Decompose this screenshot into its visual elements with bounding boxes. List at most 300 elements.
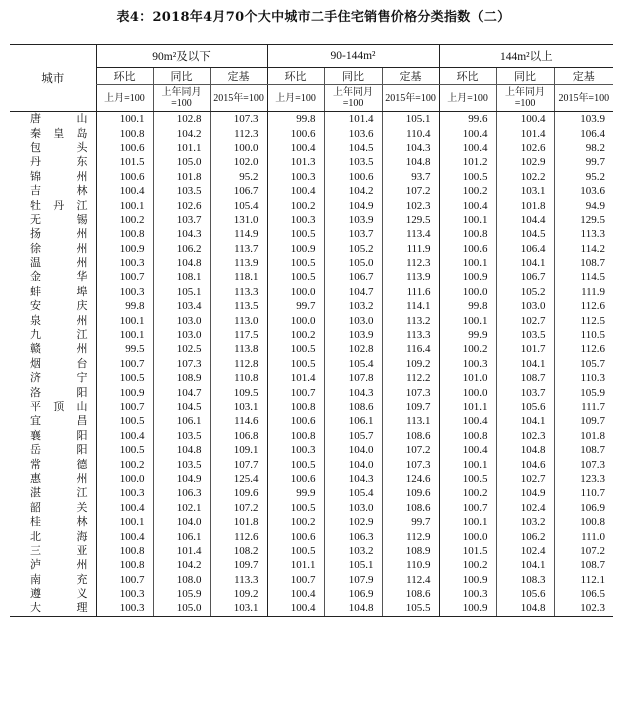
index-value: 100.3 xyxy=(267,170,324,184)
index-value: 100.5 xyxy=(96,371,153,385)
city-name: 常德 xyxy=(30,457,88,471)
index-value: 102.2 xyxy=(496,170,554,184)
index-value: 95.2 xyxy=(554,170,613,184)
index-value: 118.1 xyxy=(210,270,267,284)
index-value: 103.1 xyxy=(210,400,267,414)
index-value: 108.0 xyxy=(153,573,210,587)
table-row xyxy=(10,501,613,515)
index-value: 113.1 xyxy=(382,414,439,428)
metric-header: 同比 xyxy=(496,68,554,85)
index-value: 112.2 xyxy=(382,371,439,385)
index-value: 106.4 xyxy=(496,242,554,256)
metric-header: 定基 xyxy=(382,68,439,85)
index-value: 113.5 xyxy=(210,299,267,313)
table-row xyxy=(10,313,613,327)
index-value: 100.4 xyxy=(439,443,496,457)
index-value: 100.9 xyxy=(439,601,496,616)
index-value: 109.6 xyxy=(210,486,267,500)
city-name: 南充 xyxy=(30,572,88,586)
base-header: 2015年=100 xyxy=(210,85,267,112)
metric-header-row xyxy=(10,68,613,85)
index-value: 100.7 xyxy=(96,357,153,371)
index-value: 104.0 xyxy=(153,515,210,529)
index-value: 100.4 xyxy=(439,141,496,155)
index-value: 100.1 xyxy=(96,313,153,327)
index-value: 103.7 xyxy=(496,385,554,399)
index-value: 100.0 xyxy=(439,285,496,299)
index-value: 113.9 xyxy=(210,256,267,270)
index-value: 100.9 xyxy=(96,242,153,256)
index-value: 104.9 xyxy=(153,472,210,486)
index-value: 101.7 xyxy=(496,342,554,356)
table-row xyxy=(10,342,613,356)
index-value: 103.0 xyxy=(496,299,554,313)
index-value: 100.5 xyxy=(267,227,324,241)
base-header: 上年同月=100 xyxy=(496,85,554,112)
index-value: 104.9 xyxy=(496,486,554,500)
index-value: 110.3 xyxy=(554,371,613,385)
city-name: 赣州 xyxy=(30,342,88,356)
index-value: 105.4 xyxy=(324,357,382,371)
index-value: 99.8 xyxy=(267,112,324,127)
index-value: 108.7 xyxy=(554,443,613,457)
index-value: 109.7 xyxy=(210,558,267,572)
index-value: 100.5 xyxy=(267,256,324,270)
table-row xyxy=(10,328,613,342)
index-value: 107.2 xyxy=(382,443,439,457)
city-name: 九江 xyxy=(30,328,88,342)
index-value: 102.5 xyxy=(153,342,210,356)
table-row xyxy=(10,126,613,140)
table-row xyxy=(10,270,613,284)
index-value: 100.1 xyxy=(96,328,153,342)
index-value: 101.8 xyxy=(496,198,554,212)
index-value: 109.7 xyxy=(382,400,439,414)
table-body xyxy=(10,112,613,617)
index-value: 107.8 xyxy=(324,371,382,385)
index-value: 100.5 xyxy=(96,443,153,457)
index-value: 100.2 xyxy=(439,184,496,198)
index-value: 100.8 xyxy=(267,429,324,443)
index-value: 100.1 xyxy=(439,313,496,327)
index-value: 99.6 xyxy=(439,112,496,127)
index-value: 113.7 xyxy=(210,242,267,256)
index-value: 100.2 xyxy=(96,457,153,471)
index-value: 103.6 xyxy=(324,126,382,140)
index-value: 103.5 xyxy=(324,155,382,169)
index-value: 104.8 xyxy=(153,443,210,457)
index-value: 99.7 xyxy=(554,155,613,169)
index-value: 101.0 xyxy=(439,371,496,385)
index-value: 100.7 xyxy=(96,573,153,587)
index-value: 105.4 xyxy=(324,486,382,500)
table-row xyxy=(10,414,613,428)
index-value: 101.5 xyxy=(96,155,153,169)
table-row xyxy=(10,529,613,543)
index-value: 100.5 xyxy=(267,357,324,371)
table-row xyxy=(10,141,613,155)
base-header-row xyxy=(10,85,613,112)
index-value: 105.4 xyxy=(210,198,267,212)
index-value: 105.0 xyxy=(153,601,210,616)
index-value: 100.1 xyxy=(96,515,153,529)
index-value: 105.1 xyxy=(153,285,210,299)
index-value: 123.3 xyxy=(554,472,613,486)
index-value: 101.2 xyxy=(439,155,496,169)
group-header-large: 144m²以上 xyxy=(439,45,613,68)
index-value: 102.8 xyxy=(324,342,382,356)
index-value: 104.8 xyxy=(153,256,210,270)
table-row xyxy=(10,227,613,241)
index-value: 107.2 xyxy=(554,544,613,558)
index-value: 116.4 xyxy=(382,342,439,356)
index-value: 109.7 xyxy=(554,414,613,428)
index-value: 105.2 xyxy=(324,242,382,256)
index-value: 111.0 xyxy=(554,529,613,543)
city-name: 湛江 xyxy=(30,486,88,500)
index-value: 100.4 xyxy=(96,501,153,515)
table-row xyxy=(10,170,613,184)
table-row xyxy=(10,601,613,616)
index-value: 102.3 xyxy=(554,601,613,616)
city-name: 徐州 xyxy=(30,241,88,255)
index-value: 106.3 xyxy=(153,486,210,500)
table-row xyxy=(10,429,613,443)
index-value: 104.2 xyxy=(153,558,210,572)
table-row xyxy=(10,184,613,198)
index-value: 106.2 xyxy=(153,242,210,256)
index-value: 113.3 xyxy=(210,573,267,587)
index-value: 100.7 xyxy=(267,573,324,587)
index-value: 117.5 xyxy=(210,328,267,342)
index-value: 100.8 xyxy=(96,558,153,572)
index-value: 100.6 xyxy=(267,472,324,486)
index-value: 104.3 xyxy=(324,472,382,486)
index-value: 112.8 xyxy=(210,357,267,371)
index-value: 103.9 xyxy=(324,328,382,342)
index-value: 109.5 xyxy=(210,385,267,399)
index-value: 112.6 xyxy=(554,299,613,313)
index-value: 100.9 xyxy=(439,573,496,587)
index-value: 108.3 xyxy=(496,573,554,587)
base-header: 上年同月=100 xyxy=(324,85,382,112)
index-value: 101.8 xyxy=(554,429,613,443)
index-value: 100.5 xyxy=(96,414,153,428)
index-value: 105.2 xyxy=(496,285,554,299)
index-value: 105.1 xyxy=(382,112,439,127)
index-value: 111.6 xyxy=(382,285,439,299)
metric-header: 环比 xyxy=(96,68,153,85)
index-value: 110.4 xyxy=(382,126,439,140)
index-value: 104.2 xyxy=(324,184,382,198)
index-value: 108.6 xyxy=(382,429,439,443)
index-value: 100.3 xyxy=(267,443,324,457)
index-value: 103.7 xyxy=(153,213,210,227)
index-value: 113.3 xyxy=(382,328,439,342)
index-value: 100.0 xyxy=(267,313,324,327)
index-value: 100.9 xyxy=(439,270,496,284)
index-value: 107.2 xyxy=(382,184,439,198)
index-value: 105.0 xyxy=(153,155,210,169)
index-value: 101.4 xyxy=(153,544,210,558)
index-value: 104.0 xyxy=(324,457,382,471)
index-value: 101.1 xyxy=(267,558,324,572)
index-value: 113.3 xyxy=(210,285,267,299)
city-name: 惠州 xyxy=(30,471,88,485)
index-value: 107.7 xyxy=(210,457,267,471)
city-name: 蚌埠 xyxy=(30,284,88,298)
index-value: 103.7 xyxy=(324,227,382,241)
index-value: 112.1 xyxy=(554,573,613,587)
index-value: 103.1 xyxy=(210,601,267,616)
table-row xyxy=(10,385,613,399)
index-value: 109.6 xyxy=(382,486,439,500)
base-header: 上年同月=100 xyxy=(153,85,210,112)
base-header: 上月=100 xyxy=(96,85,153,112)
index-value: 100.3 xyxy=(439,587,496,601)
index-value: 101.5 xyxy=(439,544,496,558)
city-name: 三亚 xyxy=(30,543,88,557)
index-value: 108.6 xyxy=(382,587,439,601)
table-row xyxy=(10,472,613,486)
index-value: 100.1 xyxy=(439,213,496,227)
index-value: 100.8 xyxy=(439,227,496,241)
table-row xyxy=(10,213,613,227)
index-value: 100.1 xyxy=(96,112,153,127)
index-value: 100.9 xyxy=(96,385,153,399)
index-value: 100.2 xyxy=(267,515,324,529)
city-name: 烟台 xyxy=(30,356,88,370)
index-value: 100.0 xyxy=(439,529,496,543)
index-value: 100.4 xyxy=(496,112,554,127)
index-value: 99.5 xyxy=(96,342,153,356)
city-name: 韶关 xyxy=(30,500,88,514)
index-value: 100.2 xyxy=(267,198,324,212)
index-value: 100.7 xyxy=(267,385,324,399)
index-value: 106.4 xyxy=(554,126,613,140)
index-value: 111.9 xyxy=(382,242,439,256)
index-value: 99.7 xyxy=(382,515,439,529)
index-value: 100.0 xyxy=(439,385,496,399)
index-value: 105.7 xyxy=(324,429,382,443)
city-name: 锦州 xyxy=(30,169,88,183)
index-value: 100.8 xyxy=(554,515,613,529)
index-value: 108.7 xyxy=(496,371,554,385)
index-value: 129.5 xyxy=(382,213,439,227)
index-value: 100.4 xyxy=(267,601,324,616)
city-name: 平顶山 xyxy=(30,400,88,413)
index-value: 100.0 xyxy=(210,141,267,155)
index-value: 103.0 xyxy=(153,328,210,342)
city-name: 无锡 xyxy=(30,212,88,226)
index-value: 106.7 xyxy=(324,270,382,284)
index-value: 100.5 xyxy=(439,472,496,486)
index-value: 113.8 xyxy=(210,342,267,356)
index-value: 108.2 xyxy=(210,544,267,558)
index-value: 108.1 xyxy=(153,270,210,284)
price-index-table xyxy=(10,44,613,617)
index-value: 100.6 xyxy=(96,170,153,184)
index-value: 113.4 xyxy=(382,227,439,241)
index-value: 101.3 xyxy=(267,155,324,169)
index-value: 100.8 xyxy=(96,227,153,241)
index-value: 100.3 xyxy=(267,213,324,227)
index-value: 112.6 xyxy=(210,529,267,543)
metric-header: 定基 xyxy=(210,68,267,85)
index-value: 104.8 xyxy=(382,155,439,169)
index-value: 108.7 xyxy=(554,256,613,270)
index-value: 100.3 xyxy=(96,486,153,500)
index-value: 103.0 xyxy=(324,501,382,515)
index-value: 104.1 xyxy=(496,357,554,371)
index-value: 100.5 xyxy=(267,270,324,284)
city-name: 金华 xyxy=(30,270,88,284)
group-header-medium: 90-144m² xyxy=(267,45,439,68)
index-value: 106.7 xyxy=(210,184,267,198)
index-value: 112.5 xyxy=(554,313,613,327)
index-value: 105.1 xyxy=(324,558,382,572)
index-value: 110.8 xyxy=(210,371,267,385)
index-value: 104.8 xyxy=(324,601,382,616)
index-value: 104.1 xyxy=(496,558,554,572)
index-value: 101.8 xyxy=(153,170,210,184)
index-value: 107.3 xyxy=(554,457,613,471)
index-value: 103.2 xyxy=(324,544,382,558)
index-value: 100.4 xyxy=(439,198,496,212)
index-value: 113.3 xyxy=(554,227,613,241)
index-value: 98.2 xyxy=(554,141,613,155)
table-row xyxy=(10,515,613,529)
index-value: 94.9 xyxy=(554,198,613,212)
index-value: 103.5 xyxy=(496,328,554,342)
index-value: 100.7 xyxy=(96,400,153,414)
city-name: 宜昌 xyxy=(30,414,88,428)
metric-header: 同比 xyxy=(324,68,382,85)
index-value: 100.4 xyxy=(439,126,496,140)
index-value: 104.5 xyxy=(496,227,554,241)
table-row xyxy=(10,371,613,385)
index-value: 93.7 xyxy=(382,170,439,184)
index-value: 100.4 xyxy=(267,184,324,198)
table-header xyxy=(10,45,613,112)
index-value: 104.0 xyxy=(324,443,382,457)
index-value: 106.3 xyxy=(324,529,382,543)
metric-header: 环比 xyxy=(439,68,496,85)
index-value: 114.9 xyxy=(210,227,267,241)
table-row xyxy=(10,587,613,601)
index-value: 104.3 xyxy=(153,227,210,241)
index-value: 100.3 xyxy=(96,587,153,601)
index-value: 112.6 xyxy=(554,342,613,356)
index-value: 102.7 xyxy=(496,472,554,486)
index-value: 103.5 xyxy=(153,184,210,198)
index-value: 105.9 xyxy=(153,587,210,601)
index-value: 100.4 xyxy=(96,529,153,543)
index-value: 100.1 xyxy=(439,256,496,270)
index-value: 114.5 xyxy=(554,270,613,284)
index-value: 102.0 xyxy=(210,155,267,169)
table-row xyxy=(10,457,613,471)
index-value: 99.7 xyxy=(267,299,324,313)
index-value: 102.6 xyxy=(496,141,554,155)
index-value: 105.9 xyxy=(554,385,613,399)
index-value: 99.8 xyxy=(96,299,153,313)
index-value: 102.4 xyxy=(496,501,554,515)
table-row xyxy=(10,443,613,457)
index-value: 102.3 xyxy=(382,198,439,212)
table-row xyxy=(10,400,613,414)
index-value: 104.2 xyxy=(153,126,210,140)
index-value: 103.9 xyxy=(554,112,613,127)
index-value: 113.2 xyxy=(382,313,439,327)
table-row xyxy=(10,242,613,256)
index-value: 103.4 xyxy=(153,299,210,313)
index-value: 103.0 xyxy=(153,313,210,327)
index-value: 100.3 xyxy=(96,601,153,616)
table-row xyxy=(10,558,613,572)
index-value: 102.4 xyxy=(496,544,554,558)
index-value: 103.9 xyxy=(324,213,382,227)
city-name: 北海 xyxy=(30,529,88,543)
price-index-table-wrapper xyxy=(10,44,613,617)
index-value: 100.6 xyxy=(324,170,382,184)
city-name: 洛阳 xyxy=(30,385,88,399)
index-value: 104.5 xyxy=(324,141,382,155)
index-value: 99.9 xyxy=(267,486,324,500)
table-row xyxy=(10,285,613,299)
base-header: 2015年=100 xyxy=(554,85,613,112)
index-value: 102.1 xyxy=(153,501,210,515)
table-row xyxy=(10,155,613,169)
index-value: 106.9 xyxy=(554,501,613,515)
index-value: 101.8 xyxy=(210,515,267,529)
index-value: 100.2 xyxy=(267,328,324,342)
index-value: 100.7 xyxy=(439,501,496,515)
metric-header: 同比 xyxy=(153,68,210,85)
index-value: 100.4 xyxy=(96,184,153,198)
index-value: 104.3 xyxy=(382,141,439,155)
index-value: 101.4 xyxy=(267,371,324,385)
city-name: 牡丹江 xyxy=(30,198,88,212)
table-row xyxy=(10,357,613,371)
index-value: 95.2 xyxy=(210,170,267,184)
index-value: 100.8 xyxy=(96,126,153,140)
index-value: 103.5 xyxy=(153,457,210,471)
index-value: 100.8 xyxy=(96,544,153,558)
table-row xyxy=(10,112,613,127)
index-value: 104.6 xyxy=(496,457,554,471)
city-name: 桂林 xyxy=(30,515,88,529)
city-name: 包头 xyxy=(30,140,88,154)
index-value: 112.3 xyxy=(210,126,267,140)
table-row xyxy=(10,544,613,558)
metric-header: 环比 xyxy=(267,68,324,85)
index-value: 100.9 xyxy=(267,242,324,256)
city-name: 岳阳 xyxy=(30,443,88,457)
index-value: 100.2 xyxy=(439,558,496,572)
index-value: 104.8 xyxy=(496,443,554,457)
city-name: 吉林 xyxy=(30,184,88,198)
index-value: 104.3 xyxy=(324,385,382,399)
city-column-header: 城市 xyxy=(10,45,96,112)
index-value: 107.3 xyxy=(153,357,210,371)
city-name: 扬州 xyxy=(30,227,88,241)
index-value: 106.2 xyxy=(496,529,554,543)
index-value: 104.7 xyxy=(153,385,210,399)
index-value: 100.5 xyxy=(267,501,324,515)
index-value: 100.4 xyxy=(96,429,153,443)
index-value: 104.7 xyxy=(324,285,382,299)
